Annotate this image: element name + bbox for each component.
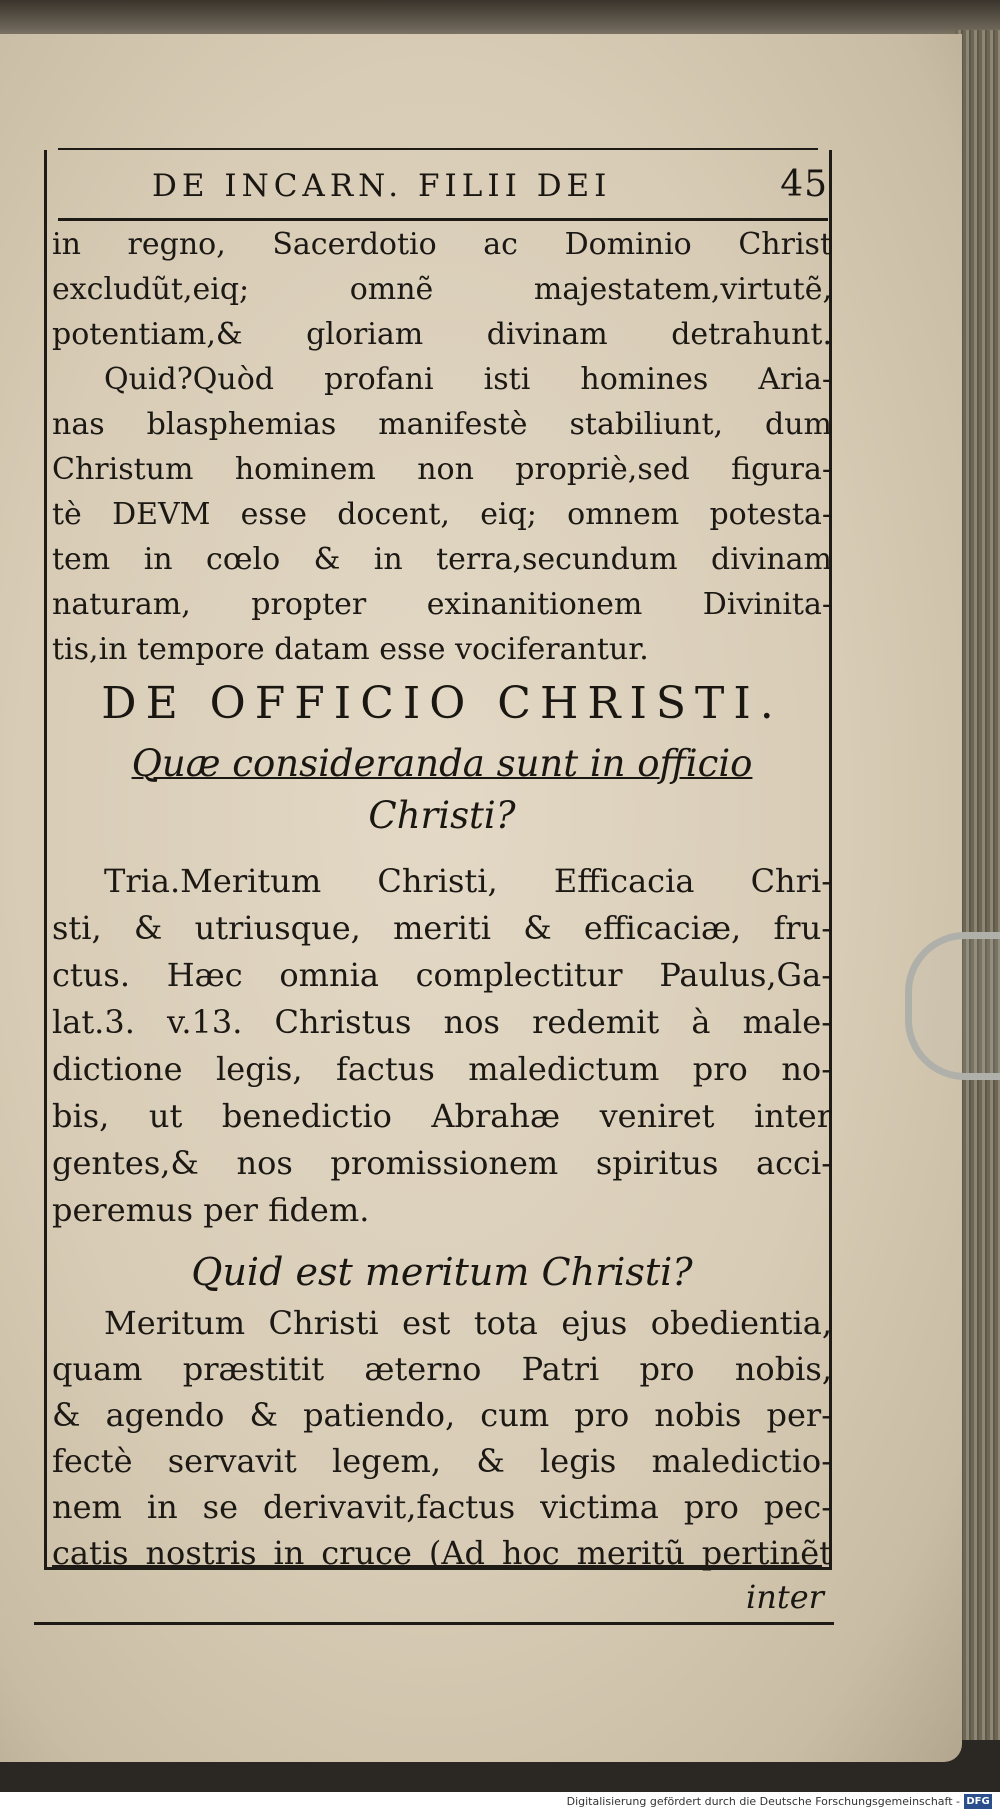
question-1-line: Christi? <box>368 794 516 837</box>
text-line: Quid?Quòd profani isti homines Aria- <box>104 362 832 397</box>
top-rule <box>58 148 818 150</box>
text-line: potentiam,& gloriam divinam detrahunt. <box>52 317 832 352</box>
text-line: tè DEVM esse docent, eiq; omnem potesta- <box>52 497 832 532</box>
text-line: quam præstitit æterno Patri pro nobis, <box>52 1350 832 1388</box>
text-line: in regno, Sacerdotio ac Dominio Christ <box>52 227 832 262</box>
text-line: naturam, propter exinanitionem Divinita- <box>52 587 832 622</box>
text-line: gentes,& nos promissionem spiritus acci- <box>52 1144 832 1182</box>
body-text-top <box>52 222 832 672</box>
digitization-credit: Digitalisierung gefördert durch die Deutsche Forschungsgemeinschaft - <box>566 1795 960 1808</box>
question-1 <box>52 738 832 842</box>
running-head <box>58 164 828 218</box>
text-line: excludũt,eiq; omnẽ majestatem,virtutẽ, <box>52 272 832 307</box>
paragraph-2 <box>52 357 832 672</box>
text-line: lat.3. v.13. Christus nos redemit à male- <box>52 1003 832 1041</box>
paragraph-1 <box>52 222 832 357</box>
text-line: nas blasphemias manifestè stabiliunt, dum <box>52 407 832 442</box>
head-rule <box>58 218 828 221</box>
text-line: bis, ut benedictio Abrahæ veniret inter <box>52 1097 832 1135</box>
section-title: DE OFFICIO CHRISTI. <box>101 678 783 729</box>
question-1-line: Quæ consideranda sunt in officio <box>131 742 753 785</box>
page-clip <box>905 932 1000 1080</box>
text-line: fectè servavit legem, & legis maledictio- <box>52 1442 832 1480</box>
bottom-rule-outer <box>34 1622 834 1625</box>
text-line: dictione legis, factus maledictum pro no- <box>52 1050 832 1088</box>
text-line: Christum hominem non propriè,sed figura- <box>52 452 832 487</box>
text-line: Tria.Meritum Christi, Efficacia Chri- <box>104 862 832 900</box>
catchword: inter <box>746 1578 824 1616</box>
bottom-rule-inner <box>52 1565 822 1568</box>
text-line: sti, & utriusque, meriti & efficaciæ, fru- <box>52 909 832 947</box>
dfg-logo: DFG <box>964 1794 992 1809</box>
text-line: tem in cœlo & in terra,secundum divinam <box>52 542 832 577</box>
text-line: nem in se derivavit,factus victima pro pec- <box>52 1488 832 1526</box>
question-2: Quid est meritum Christi? <box>191 1250 693 1294</box>
text-line: ctus. Hæc omnia complectitur Paulus,Ga- <box>52 956 832 994</box>
page-number: 45 <box>780 164 828 205</box>
text-line: tis,in tempore datam esse vociferantur. <box>52 632 649 667</box>
running-head-title: DE INCARN. FILII DEI <box>152 168 612 204</box>
text-line: Meritum Christi est tota ejus obedientia, <box>104 1304 832 1342</box>
text-line: peremus per fidem. <box>52 1191 370 1229</box>
text-line: & agendo & patiendo, cum pro nobis per- <box>52 1396 832 1434</box>
answer-1 <box>52 858 832 1234</box>
text-line: catis nostris in cruce (Ad hoc meritũ pertinẽt <box>52 1534 832 1572</box>
answer-2 <box>52 1300 832 1576</box>
